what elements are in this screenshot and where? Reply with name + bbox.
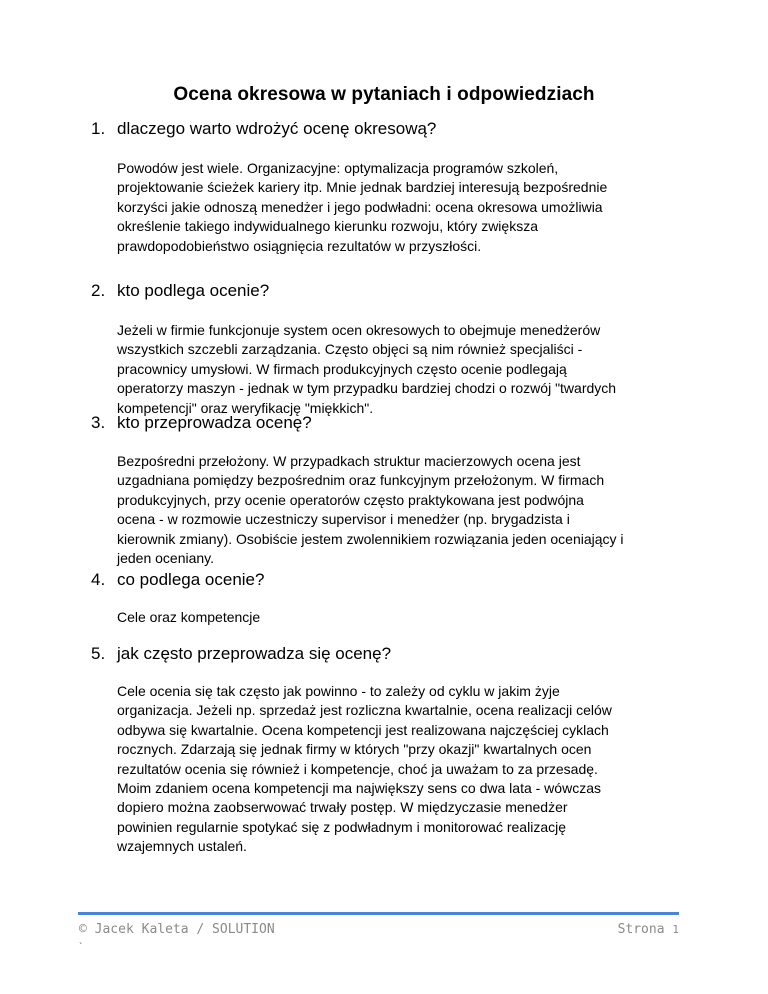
question-number: 4.	[91, 570, 106, 589]
answer-4	[117, 608, 677, 627]
footer-copyright: © Jacek Kaleta / SOLUTION	[79, 922, 275, 937]
answer-line: produkcyjnych, przy ocenie operatorów często praktykowana jest podwójna	[117, 491, 584, 508]
footer-mark: `	[79, 942, 83, 953]
answer-2	[117, 321, 677, 418]
answer-line: wzajemnych ustaleń.	[117, 838, 247, 855]
question-text: dlaczego warto wdrożyć ocenę okresową?	[117, 119, 437, 138]
answer-line: Moim zdaniem ocena kompetencji ma największy sens co dwa lata - wówczas	[117, 780, 601, 797]
answer-line: Jeżeli w firmie funkcjonuje system ocen okresowych to obejmuje menedżerów	[117, 322, 601, 338]
answer-5	[117, 682, 677, 857]
answer-line: odbywa się kwartalnie. Ocena kompetencji jest realizowana najczęściej cyklach	[117, 721, 609, 738]
answer-line: Powodów jest wiele. Organizacyjne: optymalizacja programów szkoleń,	[117, 160, 559, 176]
question-number: 5.	[91, 644, 106, 663]
answer-3	[117, 452, 677, 568]
answer-line: ocena - w rozmowie uczestniczy supervisor i menedżer (np. brygadzista i	[117, 511, 570, 528]
question-4	[91, 570, 264, 590]
answer-line: wszystkich szczebli zarządzania. Często objęci są nim również specjaliści -	[117, 341, 583, 358]
footer-divider	[78, 912, 679, 915]
answer-line: Bezpośredni przełożony. W przypadkach struktur macierzowych ocena jest	[117, 453, 581, 469]
answer-line: Cele oraz kompetencje	[117, 609, 261, 625]
question-text: kto przeprowadza ocenę?	[117, 413, 312, 432]
question-text: kto podlega ocenie?	[117, 281, 270, 300]
answer-line: prawdopodobieństwo osiągnięcia rezultatów w przyszłości.	[117, 237, 482, 254]
answer-line: organizacja. Jeżeli np. sprzedaż jest rozliczna kwartalnie, ocena realizacji celów	[117, 702, 612, 719]
question-number: 3.	[91, 413, 106, 432]
question-5	[91, 644, 391, 664]
question-number: 2.	[91, 281, 106, 300]
answer-line: kierownik zmiany). Osobiście jestem zwolennikiem rozwiązania jeden oceniający i	[117, 530, 624, 547]
footer-page-label: Strona	[617, 922, 665, 937]
answer-line: rezultatów ocenia się również i kompetencje, choć ja uważam to za przesadę.	[117, 760, 598, 777]
answer-line: Cele ocenia się tak często jak powinno - to zależy od cyklu w jakim żyje	[117, 683, 560, 699]
answer-line: rocznych. Zdarzają się jednak firmy w których "przy okazji" kwartalnych ocen	[117, 741, 592, 758]
footer-page-info	[618, 922, 679, 937]
answer-line: jeden oceniany.	[117, 550, 215, 567]
answer-line: dopiero można zaobserwować trwały postęp. W międzyczasie menedżer	[117, 799, 568, 816]
answer-line: kompetencji" oraz weryfikację "miękkich".	[117, 399, 374, 416]
question-3	[91, 413, 312, 433]
question-text: co podlega ocenie?	[117, 570, 265, 589]
answer-line: projektowanie ścieżek kariery itp. Mnie jednak bardziej interesują bezpośrednie	[117, 179, 608, 196]
answer-1	[117, 159, 677, 256]
question-1	[91, 119, 436, 139]
answer-line: powinien regularnie spotykać się z podwładnym i monitorować realizację	[117, 818, 566, 835]
answer-line: korzyści jakie odnoszą menedżer i jego podwładni: ocena okresowa umożliwia	[117, 198, 603, 215]
footer-page-number: 1	[672, 923, 679, 936]
answer-line: pracownicy umysłowi. W firmach produkcyjnych często ocenie podlegają	[117, 360, 567, 377]
document-title: Ocena okresowa w pytaniach i odpowiedziach	[173, 84, 595, 105]
question-2	[91, 281, 269, 301]
question-number: 1.	[91, 119, 106, 138]
question-text: jak często przeprowadza się ocenę?	[117, 644, 392, 663]
answer-line: uzgadniana pomiędzy bezpośrednim oraz funkcyjnym przełożonym. W firmach	[117, 472, 605, 489]
answer-line: operatorzy maszyn - jednak w tym przypadku bardziej chodzi o rozwój "twardych	[117, 380, 617, 397]
answer-line: określenie takiego indywidualnego kierunku rozwoju, który zwiększa	[117, 218, 538, 235]
